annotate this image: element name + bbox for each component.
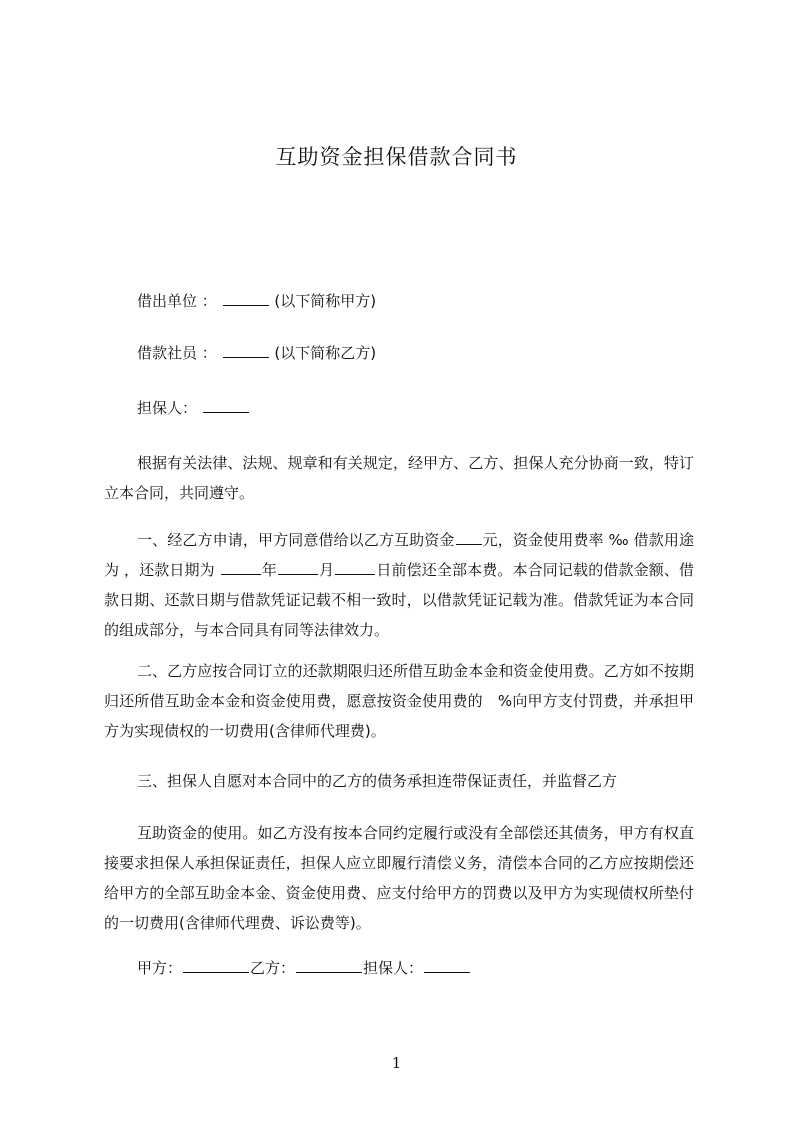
sign-party-a-label: 甲方： <box>137 959 183 977</box>
signature-line <box>137 957 471 979</box>
guarantor-label: 担保人： <box>137 399 198 417</box>
guarantor-blank <box>203 398 249 413</box>
clause-3: 三、担保人自愿对本合同中的乙方的债务承担连带保证责任，并监督乙方 <box>137 772 618 790</box>
month-blank <box>278 560 318 575</box>
sign-party-b-blank <box>296 958 362 973</box>
borrower-label: 借款社员 ： <box>137 344 217 362</box>
sign-guarantor-label: 担保人： <box>363 959 424 977</box>
intro-paragraph: 根据有关法律、法规、规章和有关规定，经甲方、乙方、担保人充分协商一致，特订立本合同，共同遵守。 <box>104 454 694 502</box>
sign-party-b-label: 乙方： <box>250 959 296 977</box>
clause1-part-a: 一、经乙方申请，甲方同意借给以乙方互助资金 <box>137 531 455 549</box>
lender-line <box>137 290 376 312</box>
borrower-blank <box>223 343 269 358</box>
lender-label: 借出单位 ： <box>137 292 217 310</box>
guarantor-line <box>137 397 250 419</box>
clause-3-continued: 互助资金的使用。如乙方没有按本合同约定履行或没有全部偿还其债务，甲方有权直接要求担保人承担保证责任，担保人应立即履行清偿义务，清偿本合同的乙方应按期偿还给甲方的全部互助金本金、资金使用费、应支付给甲方的罚费以及甲方为实现债权所垫付的一切费用(含律师代理费、诉讼费等)。 <box>104 824 694 932</box>
amount-blank <box>456 530 482 545</box>
sign-guarantor-blank <box>424 958 470 973</box>
clause1-part-b: 元，资金使用费率 ‰ 借款用途为 ，还款日期为 <box>104 531 694 579</box>
clause-2: 二、乙方应按合同订立的还款期限归还所借互助金本金和资金使用费。乙方如不按期归还所借互助金本金和资金使用费，愿意按资金使用费的 %向甲方支付罚费，并承担甲方为实现债权的一切费用(含律师代理费)。 <box>104 662 694 740</box>
page-number: 1 <box>391 1054 402 1072</box>
lender-suffix: (以下简称甲方) <box>274 292 377 310</box>
year-blank <box>221 560 261 575</box>
borrower-line <box>137 342 376 364</box>
document-title: 互助资金担保借款合同书 <box>275 145 518 169</box>
clause-1 <box>104 525 694 645</box>
borrower-suffix: (以下简称乙方) <box>274 344 377 362</box>
sign-party-a-blank <box>183 958 249 973</box>
clause1-part-e: 日前偿还全部本费。本合同记载的借款金额、借款日期、还款日期与借款凭证记载不相一致时，以借款凭证记载为准。借款凭证为本合同的组成部分，与本合同具有同等法律效力。 <box>104 561 694 639</box>
clause1-month: 月 <box>318 561 335 579</box>
clause1-year: 年 <box>261 561 277 579</box>
day-blank <box>335 560 375 575</box>
lender-blank <box>223 291 269 306</box>
